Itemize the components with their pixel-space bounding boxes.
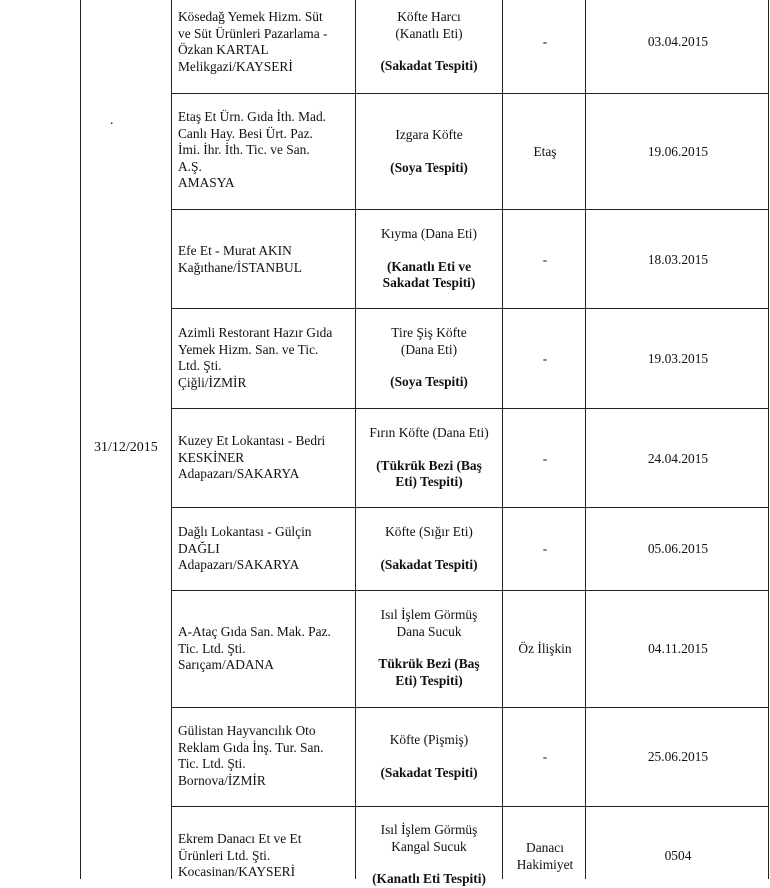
product-cell: [358, 325, 500, 391]
row-divider: [171, 308, 768, 309]
table-border-firm: [355, 0, 356, 879]
date-cell: 24.04.2015: [647, 451, 709, 466]
brand-line: -: [542, 749, 548, 764]
finding-line: Tükrük Bezi (Baş: [378, 656, 480, 671]
firm-line: ve Süt Ürünleri Pazarlama -: [178, 25, 328, 41]
firm-line: Sarıçam/ADANA: [178, 657, 274, 672]
firm-line: Kösedağ Yemek Hizm. Süt: [178, 9, 323, 24]
product-line: (Kanatlı Eti): [395, 25, 463, 41]
row-divider: [171, 408, 768, 409]
product-line: Kangal Sucuk: [391, 838, 467, 854]
row-divider: [171, 707, 768, 708]
product-line: Dana Sucuk: [396, 623, 462, 639]
product-cell: [358, 524, 500, 573]
firm-line: Efe Et - Murat AKIN: [178, 243, 292, 258]
table-border-brand: [585, 0, 586, 879]
date-cell: 04.11.2015: [648, 641, 708, 656]
finding-line: (Soya Tespiti): [390, 374, 468, 389]
brand-cell: [505, 541, 585, 558]
product-line: (Dana Eti): [400, 341, 458, 357]
finding-line: (Kanatlı Eti Tespiti): [372, 871, 486, 886]
firm-cell: [178, 243, 353, 276]
brand-cell: [505, 34, 585, 51]
firm-line: Ltd. Şti.: [178, 358, 222, 373]
firm-line: Reklam Gıda İnş. Tur. San.: [178, 739, 324, 755]
brand-line: -: [542, 252, 548, 267]
date-cell: 03.04.2015: [647, 34, 709, 49]
product-cell: [358, 425, 500, 491]
firm-line: Melikgazi/KAYSERİ: [178, 58, 293, 74]
product-line: Tire Şiş Köfte: [391, 325, 467, 340]
firm-line: Dağlı Lokantası - Gülçin: [178, 524, 312, 539]
finding-line: (Kanatlı Eti ve: [386, 258, 472, 274]
firm-line: Kuzey Et Lokantası - Bedri: [178, 433, 326, 448]
firm-line: DAĞLI: [178, 540, 220, 556]
row-divider: [171, 507, 768, 508]
row-divider: [171, 93, 768, 94]
firm-line: Gülistan Hayvancılık Oto: [178, 723, 316, 738]
firm-line: Tic. Ltd. Şti.: [178, 640, 246, 656]
firm-line: Ürünleri Ltd. Şti.: [178, 847, 271, 863]
table-border-right: [768, 0, 769, 879]
firm-cell: [178, 831, 353, 881]
firm-cell: [178, 723, 353, 789]
finding-line: (Sakadat Tespiti): [380, 764, 478, 780]
product-cell: [358, 226, 500, 292]
firm-cell: [178, 109, 353, 192]
product-line: Kıyma (Dana Eti): [381, 226, 477, 241]
product-line: Isıl İşlem Görmüş: [380, 607, 478, 622]
product-cell: [358, 732, 500, 781]
product-cell: [358, 127, 500, 176]
firm-cell: [178, 624, 353, 674]
firm-line: Kağıthane/İSTANBUL: [178, 259, 302, 275]
brand-cell: [505, 252, 585, 269]
brand-cell: [505, 351, 585, 368]
date-cell: 05.06.2015: [647, 541, 709, 556]
brand-line: -: [542, 541, 548, 556]
firm-line: KESKİNER: [178, 449, 245, 465]
date-cell: 19.03.2015: [647, 351, 709, 366]
firm-line: Özkan KARTAL: [178, 42, 269, 57]
firm-line: Adapazarı/SAKARYA: [178, 557, 300, 572]
brand-line: -: [542, 34, 548, 49]
finding-line: (Soya Tespiti): [390, 159, 468, 175]
firm-line: AMASYA: [178, 175, 235, 190]
firm-line: Çiğli/İZMİR: [178, 374, 247, 390]
brand-line: -: [542, 351, 548, 366]
brand-cell: [505, 144, 585, 161]
firm-cell: [178, 325, 353, 391]
date-cell: 19.06.2015: [647, 144, 709, 159]
table-border-group: [171, 0, 172, 879]
table-border-product: [502, 0, 503, 879]
firm-line: İmi. İhr. İth. Tic. ve San.: [178, 142, 310, 157]
group-date: 31/12/2015: [94, 440, 158, 455]
product-line: Fırın Köfte (Dana Eti): [369, 425, 489, 440]
row-divider: [171, 590, 768, 591]
brand-line: Öz İlişkin: [518, 641, 572, 656]
brand-cell: [505, 840, 585, 873]
product-line: Izgara Köfte: [395, 127, 463, 142]
product-line: Köfte (Sığır Eti): [385, 524, 473, 539]
brand-cell: [505, 451, 585, 468]
firm-cell: [178, 433, 353, 483]
product-line: Köfte (Pişmiş): [389, 732, 469, 747]
firm-line: A-Ataç Gıda San. Mak. Paz.: [178, 624, 331, 639]
firm-cell: [178, 524, 353, 574]
firm-line: Yemek Hizm. San. ve Tic.: [178, 341, 319, 357]
firm-line: A.Ş.: [178, 158, 202, 174]
firm-line: Tic. Ltd. Şti.: [178, 756, 246, 771]
finding-line: (Tükrük Bezi (Baş: [376, 457, 482, 473]
firm-line: Canlı Hay. Besi Ürt. Paz.: [178, 125, 313, 141]
date-cell: 18.03.2015: [647, 252, 709, 267]
firm-line: Azimli Restorant Hazır Gıda: [178, 325, 333, 340]
product-cell: [358, 822, 500, 888]
product-line: Isıl İşlem Görmüş: [380, 822, 478, 837]
finding-line: Eti) Tespiti): [395, 672, 463, 688]
date-cell: 0504: [664, 848, 692, 863]
firm-line: Kocasinan/KAYSERİ: [178, 864, 296, 879]
brand-line: Hakimiyet: [516, 856, 574, 872]
table-border-left: [80, 0, 81, 879]
group-mark: .: [110, 113, 114, 128]
product-cell: [358, 607, 500, 689]
brand-line: Danacı: [526, 840, 564, 855]
date-cell: 25.06.2015: [647, 749, 709, 764]
product-cell: [358, 9, 500, 75]
brand-cell: [505, 749, 585, 766]
row-divider: [171, 806, 768, 807]
firm-line: Etaş Et Ürn. Gıda İth. Mad.: [178, 109, 327, 124]
brand-cell: [505, 641, 585, 658]
firm-cell: [178, 9, 353, 75]
brand-line: Etaş: [533, 144, 557, 159]
finding-line: Sakadat Tespiti): [382, 275, 476, 290]
product-line: Köfte Harcı: [397, 9, 461, 24]
finding-line: (Sakadat Tespiti): [380, 556, 478, 572]
firm-line: Adapazarı/SAKARYA: [178, 466, 300, 481]
firm-line: Ekrem Danacı Et ve Et: [178, 831, 302, 846]
brand-line: -: [542, 451, 548, 466]
finding-line: Eti) Tespiti): [395, 474, 463, 489]
firm-line: Bornova/İZMİR: [178, 772, 266, 788]
row-divider: [171, 209, 768, 210]
finding-line: (Sakadat Tespiti): [380, 58, 478, 73]
